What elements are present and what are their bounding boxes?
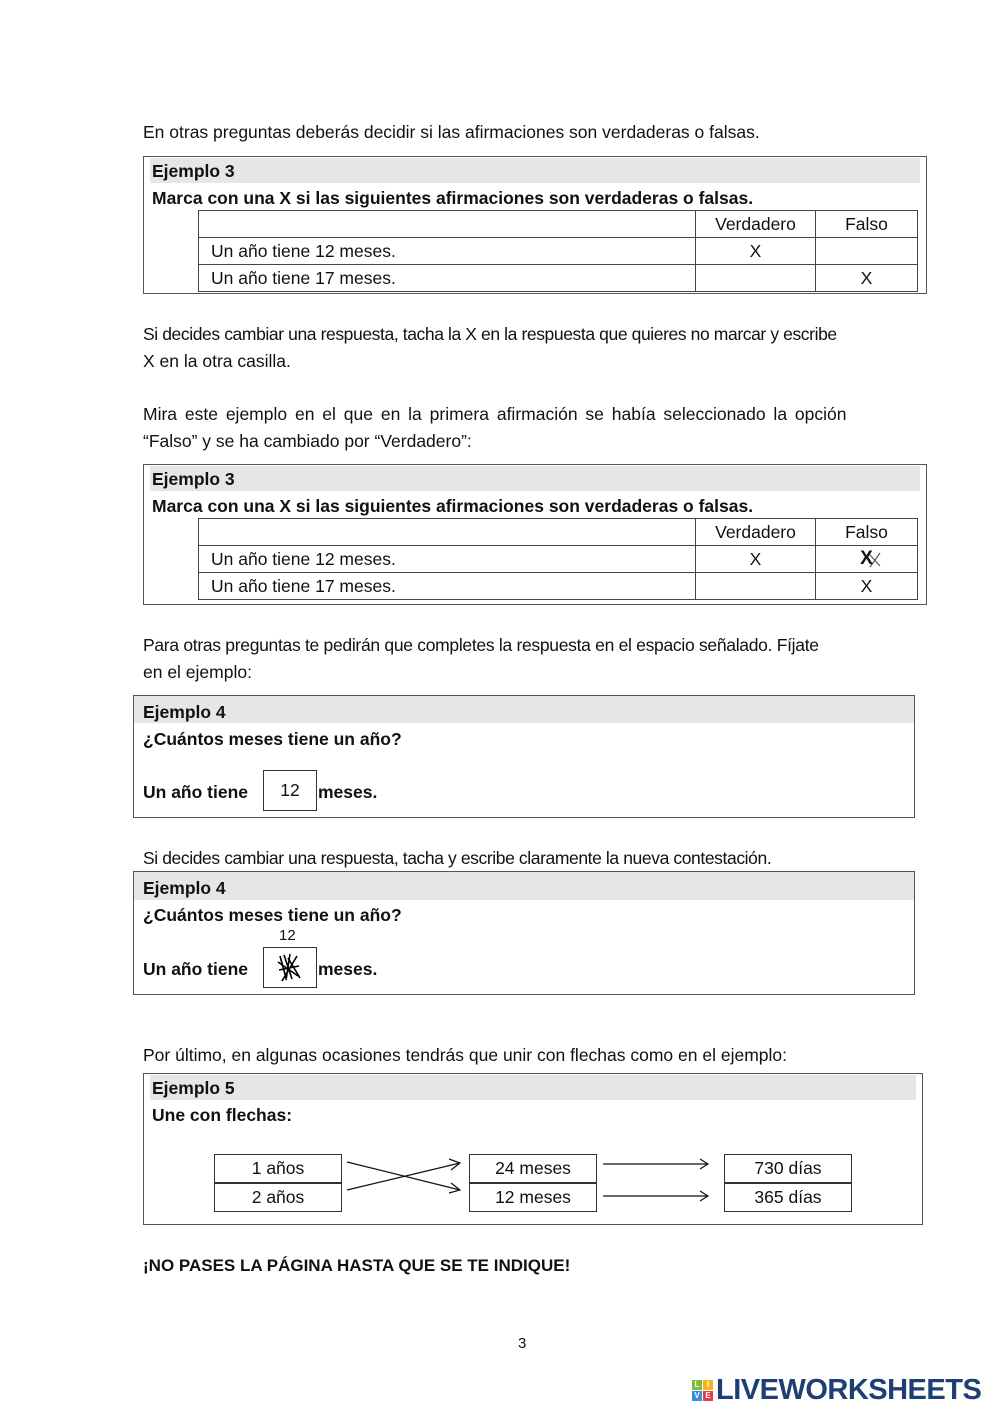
statement: Un año tiene 17 meses. — [199, 573, 696, 600]
answer-field[interactable]: 12 — [263, 770, 317, 811]
false-cell-crossed[interactable] — [816, 546, 918, 573]
change-tf-line2: X en la otra casilla. — [143, 351, 291, 371]
intro-tf-text: En otras preguntas deberás decidir si las afirmaciones son verdaderas o falsas. — [143, 122, 760, 142]
statement: Un año tiene 12 meses. — [199, 546, 696, 573]
example4-title: Ejemplo 4 — [143, 702, 226, 722]
arrows-intro: Por último, en algunas ocasiones tendrás que unir con flechas como en el ejemplo: — [143, 1045, 787, 1065]
example4-question: ¿Cuántos meses tiene un año? — [143, 729, 402, 749]
example-change-line1: Mira este ejemplo en el que en la primera afirmación se había seleccionado la opción — [143, 404, 847, 424]
scribble-icon — [264, 948, 316, 987]
header-falso: Falso — [816, 519, 918, 546]
answer-suffix: meses. — [318, 959, 378, 979]
col2-item[interactable]: 12 meses — [469, 1183, 597, 1212]
false-cell[interactable]: X — [816, 573, 918, 600]
answer-suffix: meses. — [318, 782, 378, 802]
col1-item[interactable]: 2 años — [214, 1183, 342, 1212]
header-verdadero: Verdadero — [696, 519, 816, 546]
corrected-answer: 12 — [279, 927, 296, 944]
example5-instruction: Une con flechas: — [152, 1105, 293, 1125]
example3-instruction: Marca con una X si las siguientes afirmaciones son verdaderas o falsas. — [152, 188, 754, 208]
col1-item[interactable]: 1 años — [214, 1154, 342, 1183]
example4b-question: ¿Cuántos meses tiene un año? — [143, 905, 402, 925]
logo-text: LIVEWORKSHEETS — [716, 1374, 982, 1406]
col3-item[interactable]: 365 días — [724, 1183, 852, 1212]
example5-title: Ejemplo 5 — [152, 1078, 235, 1098]
answer-prefix: Un año tiene — [143, 959, 249, 979]
col2-item[interactable]: 24 meses — [469, 1154, 597, 1183]
col3-item[interactable]: 730 días — [724, 1154, 852, 1183]
false-cell[interactable]: X — [816, 265, 918, 292]
example3b-title: Ejemplo 3 — [152, 469, 235, 489]
complete-line2: en el ejemplo: — [143, 662, 252, 682]
complete-line1: Para otras preguntas te pedirán que completes la respuesta en el espacio señalado. Fíjate — [143, 635, 819, 655]
header-verdadero: Verdadero — [696, 211, 816, 238]
statement: Un año tiene 17 meses. — [199, 265, 696, 292]
example3-box — [143, 156, 927, 294]
liveworksheets-logo — [692, 1374, 981, 1407]
false-cell[interactable] — [816, 238, 918, 265]
example4-box — [133, 695, 915, 818]
true-cell[interactable]: X — [696, 238, 816, 265]
change-tf-line1: Si decides cambiar una respuesta, tacha la X en la respuesta que quieres no marcar y escribe — [143, 324, 837, 344]
change-answer-text: Si decides cambiar una respuesta, tacha y escribe claramente la nueva contestación. — [143, 848, 772, 868]
example4b-title: Ejemplo 4 — [143, 878, 226, 898]
true-cell[interactable] — [696, 265, 816, 292]
tf-table — [198, 210, 918, 292]
true-cell[interactable] — [696, 573, 816, 600]
warning-text: ¡NO PASES LA PÁGINA HASTA QUE SE TE INDIQUE! — [143, 1256, 571, 1275]
answer-prefix: Un año tiene — [143, 782, 249, 802]
statement: Un año tiene 12 meses. — [199, 238, 696, 265]
answer-field-crossed[interactable] — [263, 947, 317, 988]
page-number: 3 — [518, 1335, 527, 1352]
header-falso: Falso — [816, 211, 918, 238]
crossed-x: X — [860, 548, 873, 569]
tf-table — [198, 518, 918, 600]
true-cell[interactable]: X — [696, 546, 816, 573]
example3-title: Ejemplo 3 — [152, 161, 235, 181]
example-change-line2: “Falso” y se ha cambiado por “Verdadero”: — [143, 431, 472, 451]
example3b-box — [143, 464, 927, 605]
example4b-box — [133, 871, 915, 995]
example3b-instruction: Marca con una X si las siguientes afirmaciones son verdaderas o falsas. — [152, 496, 754, 516]
logo-tiles-icon: L I V E — [692, 1380, 713, 1401]
